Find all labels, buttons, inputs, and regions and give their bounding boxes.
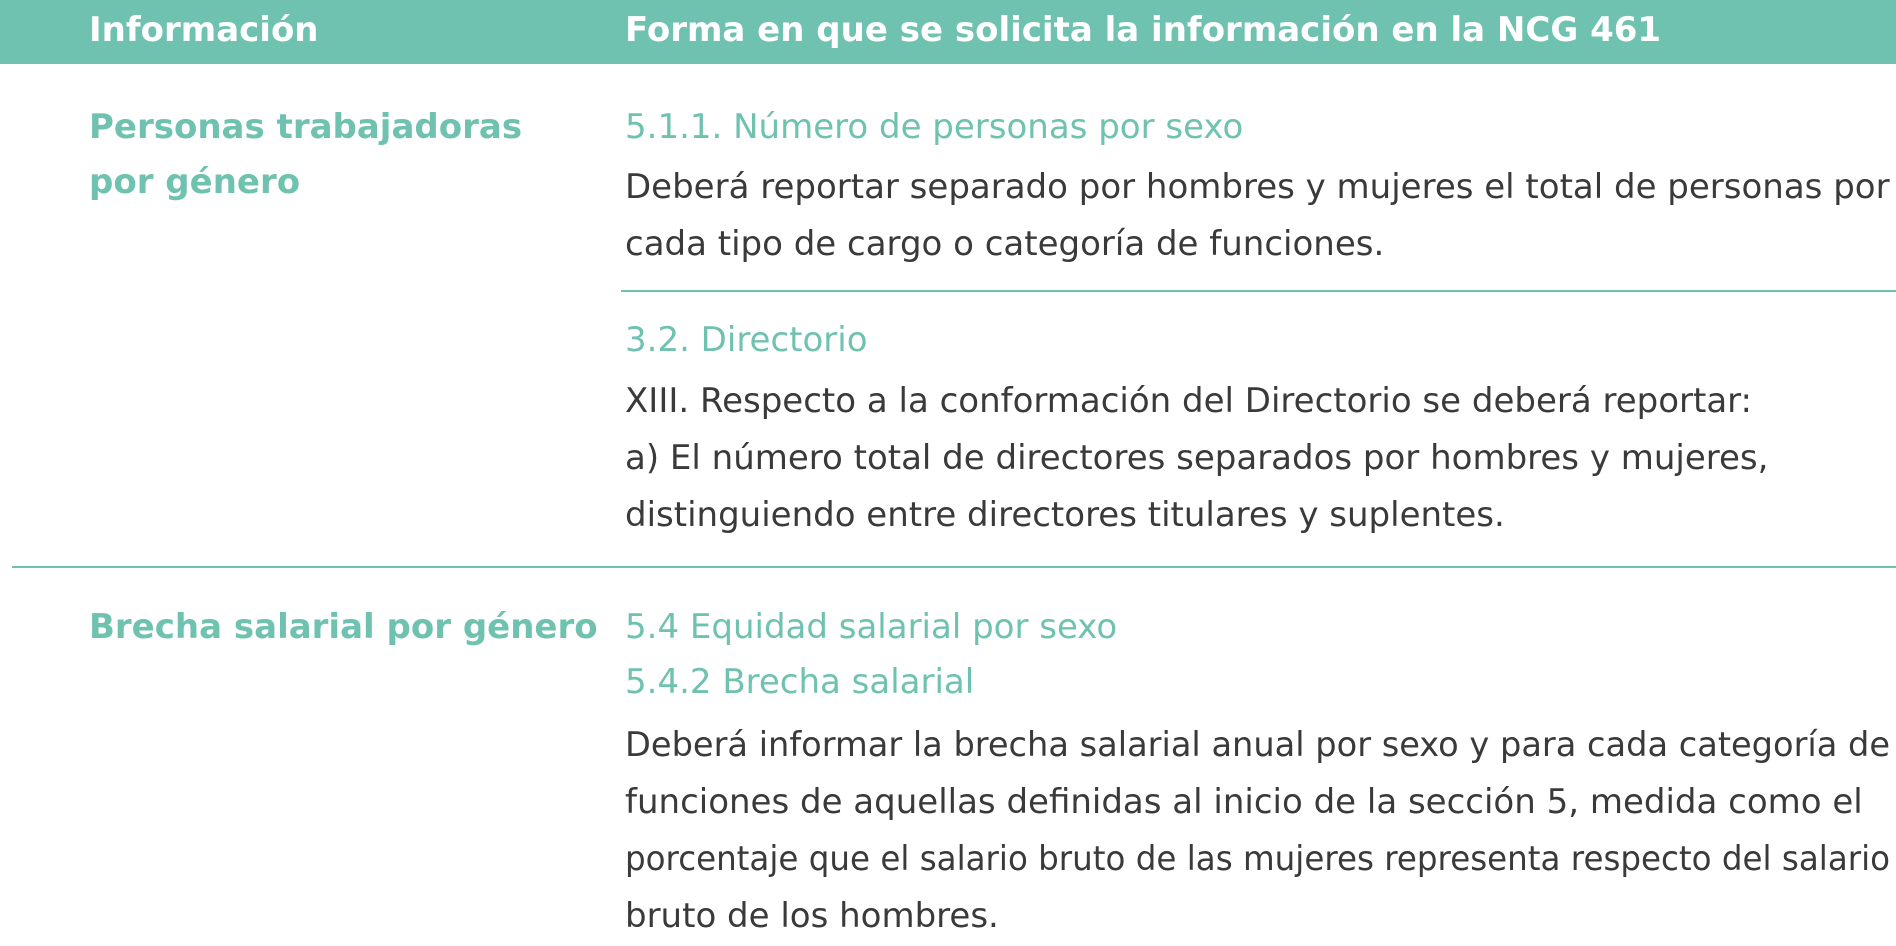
section-heading-5-4-2: 5.4.2 Brecha salarial (625, 662, 975, 702)
section-heading-3-2: 3.2. Directorio (625, 320, 868, 360)
section-text-line: cada tipo de cargo o categoría de funciones. (625, 224, 1385, 264)
section-heading-5-1-1: 5.1.1. Número de personas por sexo (625, 107, 1244, 147)
section-text-line: a) El número total de directores separados por hombres y mujeres, (625, 438, 1769, 478)
row-label-personas-line2: por género (89, 162, 301, 202)
section-text-line: XIII. Respecto a la conformación del Directorio se deberá reportar: (625, 381, 1752, 421)
section-divider (621, 290, 1896, 292)
section-text-line: bruto de los hombres. (625, 896, 999, 936)
row-divider (12, 566, 1896, 568)
header-forma-solicitud: Forma en que se solicita la información en la NCG 461 (625, 10, 1662, 50)
table-header (0, 0, 1896, 64)
section-text-line: distinguiendo entre directores titulares y suplentes. (625, 495, 1505, 535)
section-text-line: Deberá informar la brecha salarial anual por sexo y para cada categoría de (625, 725, 1891, 765)
section-heading-5-4: 5.4 Equidad salarial por sexo (625, 607, 1118, 647)
row-label-personas-line1: Personas trabajadoras (89, 107, 523, 147)
section-text-line: porcentaje que el salario bruto de las mujeres representa respecto del salario (625, 839, 1891, 879)
row-label-brecha: Brecha salarial por género (89, 607, 598, 647)
header-informacion: Información (89, 10, 319, 50)
section-text-line: funciones de aquellas definidas al inicio de la sección 5, medida como el (625, 782, 1863, 822)
section-text-line: Deberá reportar separado por hombres y mujeres el total de personas por (625, 167, 1890, 207)
